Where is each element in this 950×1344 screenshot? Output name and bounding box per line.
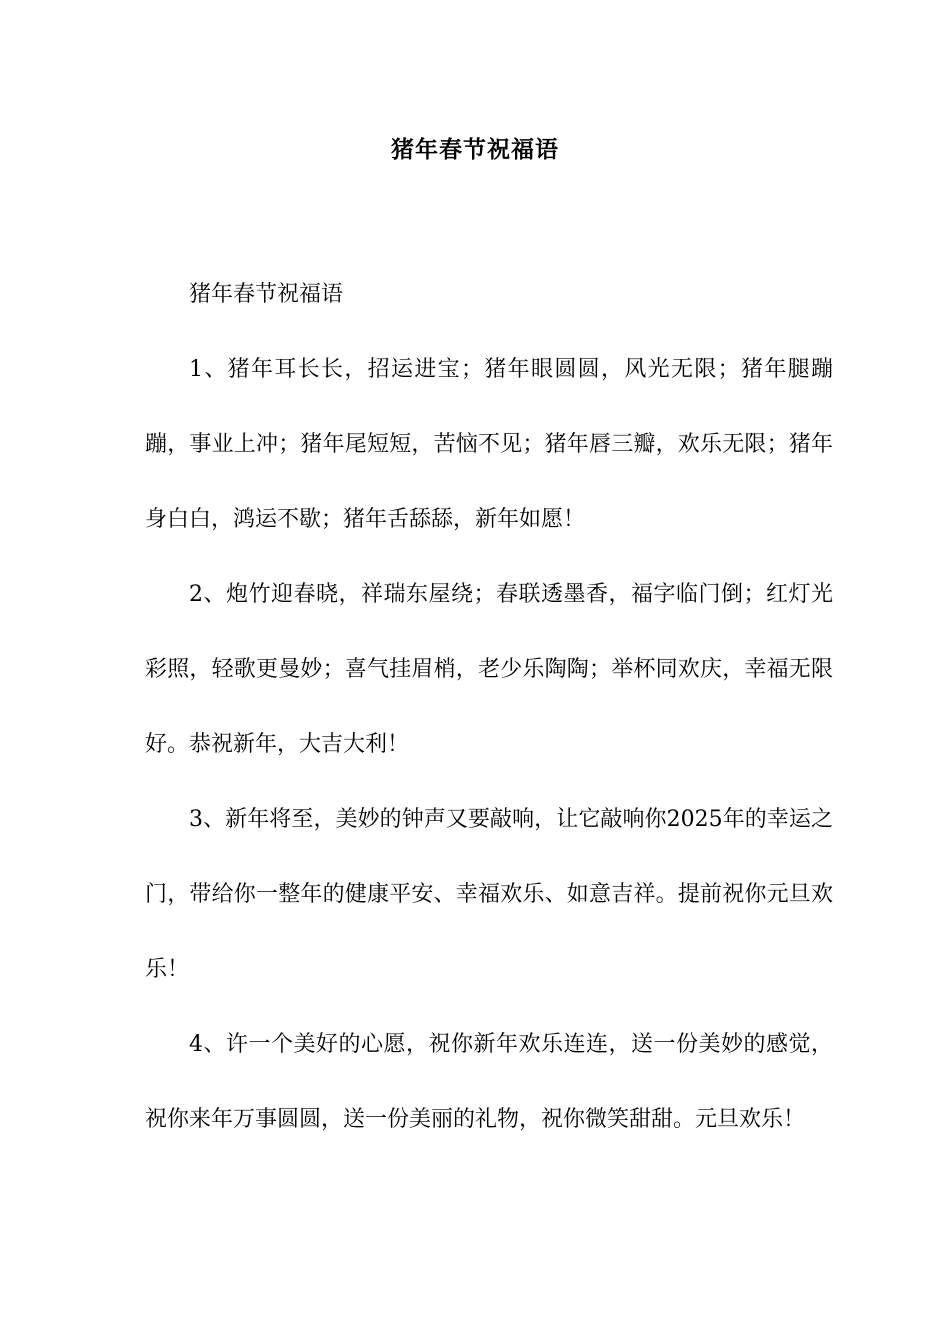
paragraph-2: 2、炮竹迎春晓，祥瑞东屋绕；春联透墨香，福字临门倒；红灯光彩照，轻歌更曼妙；喜气挂眉梢，老少乐陶陶；举杯同欢庆，幸福无限好。恭祝新年，大吉大利！	[145, 582, 833, 757]
paragraph-4: 4、许一个美好的心愿，祝你新年欢乐连连，送一份美妙的感觉，祝你来年万事圆圆，送一份美丽的礼物，祝你微笑甜甜。元旦欢乐！	[145, 1032, 833, 1132]
paragraph-heading: 猪年春节祝福语	[189, 282, 344, 307]
document-body	[145, 257, 833, 1157]
paragraph-3: 3、新年将至，美妙的钟声又要敲响，让它敲响你2025年的幸运之门，带给你一整年的健康平安、幸福欢乐、如意吉祥。提前祝你元旦欢乐！	[145, 807, 833, 982]
document-title: 猪年春节祝福语	[391, 136, 559, 163]
paragraph-1: 1、猪年耳长长，招运进宝；猪年眼圆圆，风光无限；猪年腿蹦蹦，事业上冲；猪年尾短短，苦恼不见；猪年唇三瓣，欢乐无限；猪年身白白，鸿运不歇；猪年舌舔舔，新年如愿！	[145, 357, 833, 532]
